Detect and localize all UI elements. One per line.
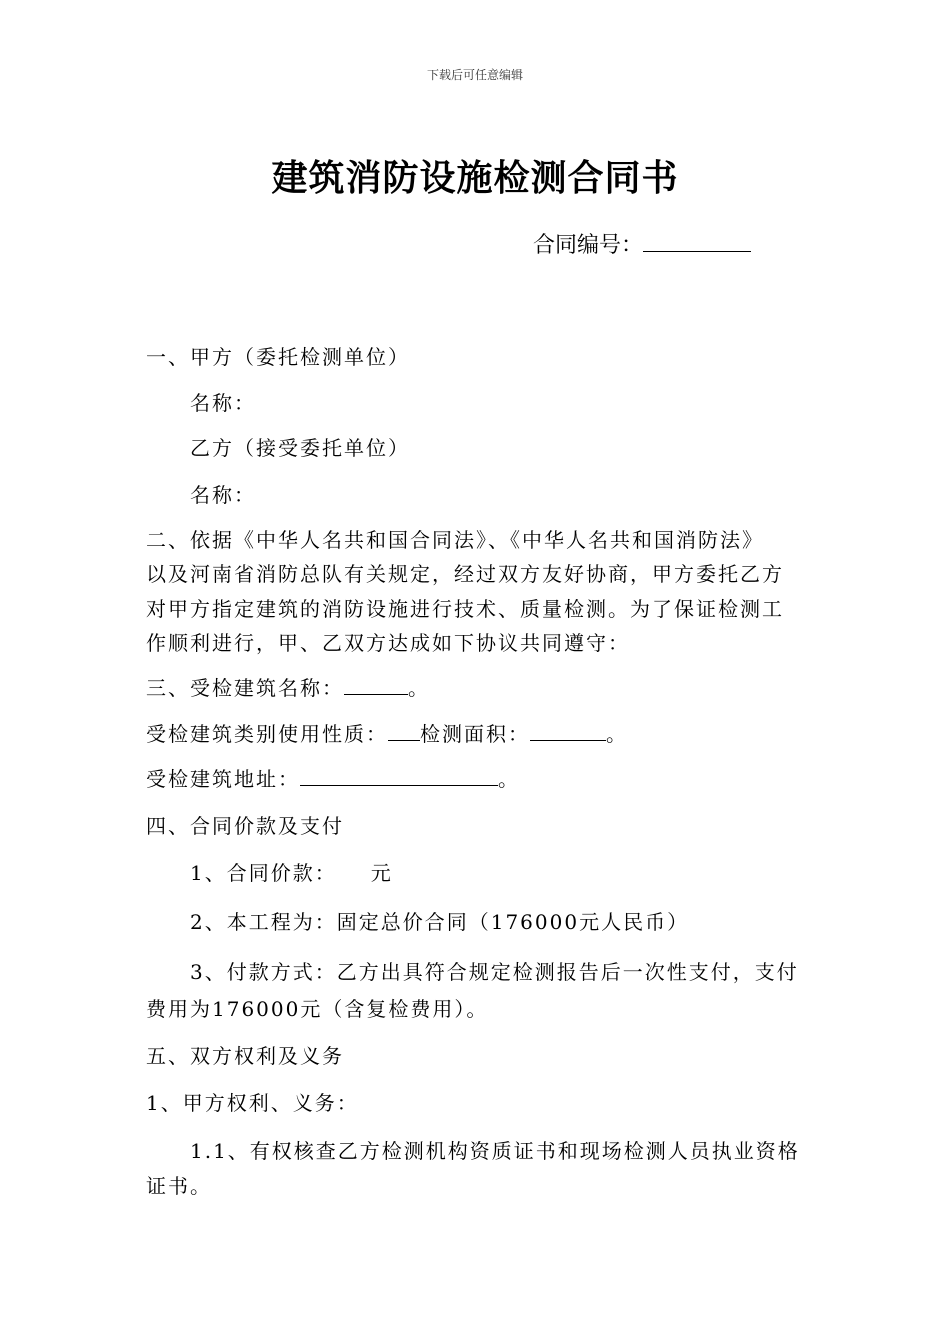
building-type-label: 受检建筑类别使用性质： (146, 722, 388, 746)
contract-number-label: 合同编号： (533, 233, 644, 259)
building-type-line (146, 718, 628, 747)
payment-line-2: 费用为176000元（含复检费用）。 (146, 997, 489, 1021)
building-name-blank (344, 673, 408, 695)
basis-line-1: 二、依据《中华人名共和国合同法》、《中华人名共和国消防法》 (146, 528, 764, 552)
basis-line-2: 以及河南省消防总队有关规定，经过双方友好协商，甲方委托乙方 (146, 562, 784, 586)
basis-line-3: 对甲方指定建筑的消防设施进行技术、质量检测。为了保证检测工 (146, 597, 784, 621)
price-item-1: 1、合同价款： 元 (190, 861, 393, 885)
building-type-blank (388, 719, 420, 741)
basis-line-4: 作顺利进行，甲、乙双方达成如下协议共同遵守： (146, 631, 630, 655)
building-name-line (146, 672, 430, 701)
document-title: 建筑消防设施检测合同书 (271, 157, 679, 199)
contract-number (533, 228, 751, 259)
party-b-name: 名称： (190, 483, 256, 507)
right-1-1-line-1: 1.1、有权核查乙方检测机构资质证书和现场检测人员执业资格 (190, 1139, 800, 1163)
right-1-1-line-2: 证书。 (146, 1174, 212, 1198)
address-blank (300, 764, 498, 786)
payment-line-1: 3、付款方式：乙方出具符合规定检测报告后一次性支付，支付 (190, 960, 799, 984)
period-mark: 。 (408, 676, 430, 700)
party-a-name: 名称： (190, 391, 256, 415)
header-note: 下载后可任意编辑 (426, 68, 523, 82)
address-label: 受检建筑地址： (146, 767, 300, 791)
area-label: 检测面积： (420, 722, 530, 746)
contract-number-blank (643, 228, 751, 252)
price-item-2: 2、本工程为：固定总价合同（176000元人民币） (190, 910, 690, 934)
building-address-line (146, 763, 520, 792)
party-a-heading: 一、甲方（委托检测单位） (146, 345, 410, 369)
area-blank (530, 719, 606, 741)
party-b-heading: 乙方（接受委托单位） (190, 436, 410, 460)
building-name-label: 三、受检建筑名称： (146, 676, 344, 700)
rights-heading: 五、双方权利及义务 (146, 1044, 344, 1068)
price-heading: 四、合同价款及支付 (146, 814, 344, 838)
party-a-rights-heading: 1、甲方权利、义务： (146, 1091, 359, 1115)
period-mark: 。 (498, 767, 520, 791)
period-mark: 。 (606, 722, 628, 746)
